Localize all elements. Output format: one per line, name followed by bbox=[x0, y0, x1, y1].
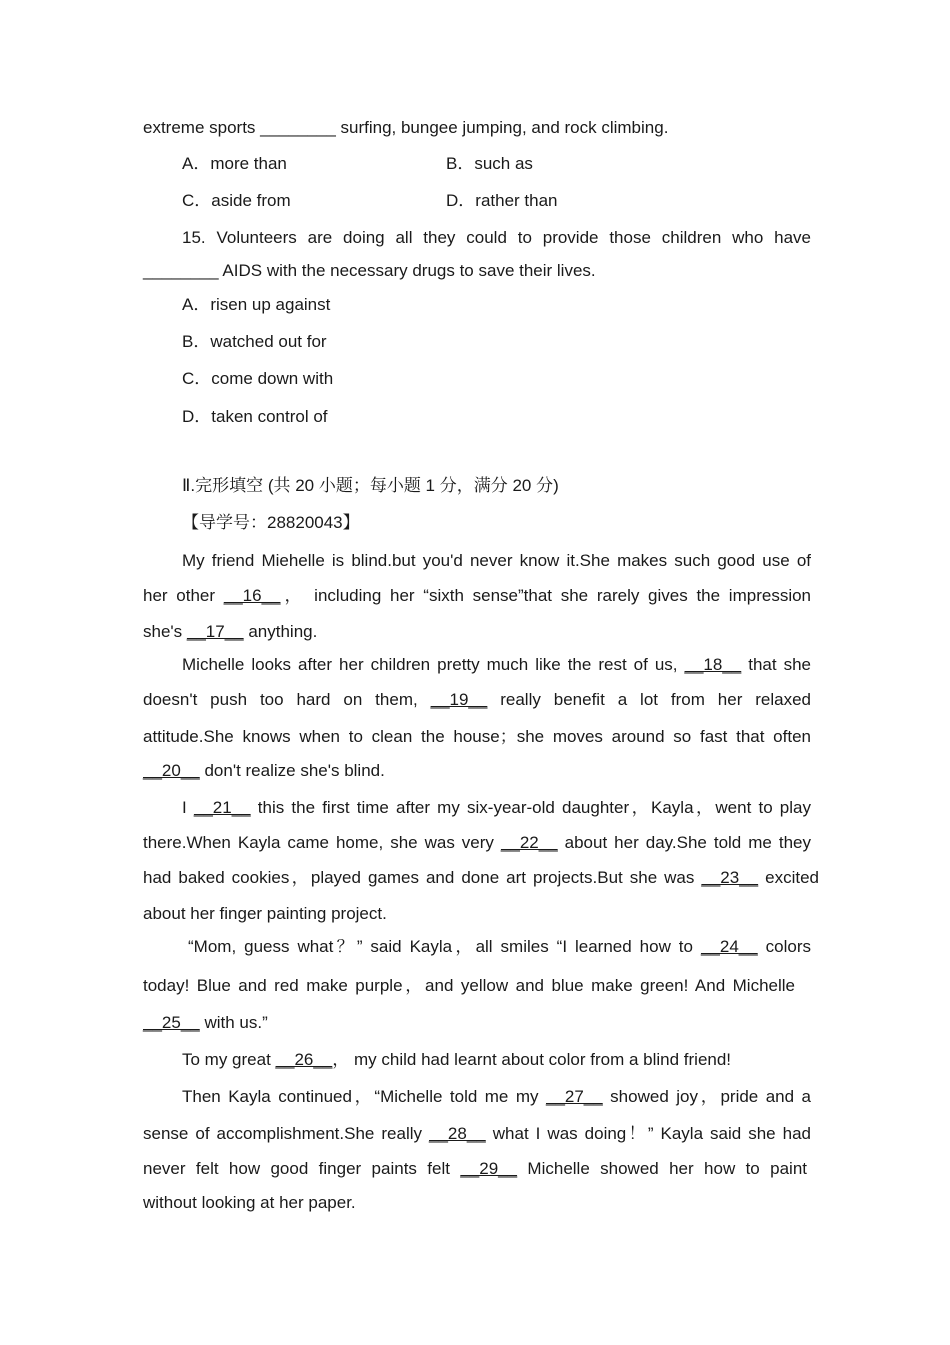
q15-option-a: A．risen up against bbox=[182, 295, 331, 314]
passage-p6-line1: Then Kayla continued，“Michelle told me my __27__ showed joy，pride and a bbox=[182, 1087, 812, 1106]
passage-p1-line2: her other __16__， including her “sixth sense”that she rarely gives the impression bbox=[143, 586, 812, 605]
blank-25: __25__ bbox=[143, 1013, 200, 1032]
blank-17: __17__ bbox=[186, 622, 244, 641]
q14-option-d: D．rather than bbox=[446, 191, 558, 210]
q14-stem-end: extreme sports ________ surfing, bungee jumping, and rock climbing. bbox=[143, 118, 669, 137]
passage-p4-line1: “Mom, guess what？” said Kayla，all smiles “I learned how to __24__ colors bbox=[188, 937, 811, 956]
passage-p4-line3: __25__ with us.” bbox=[143, 1013, 268, 1032]
passage-p2-line4: __20__ don't realize she's blind. bbox=[143, 761, 385, 780]
q15-stem-line2: ________ AIDS with the necessary drugs to save their lives. bbox=[143, 261, 596, 280]
guide-number: 【导学号：28820043】 bbox=[182, 513, 360, 532]
q14-option-b: B．such as bbox=[446, 154, 533, 173]
q14-option-c: C．aside from bbox=[182, 191, 291, 210]
passage-p2-line1: Michelle looks after her children pretty much like the rest of us, __18__ that she bbox=[182, 655, 812, 674]
section-heading: Ⅱ.完形填空 (共 20 小题；每小题 1 分，满分 20 分) bbox=[182, 476, 559, 495]
passage-p3-line2: there.When Kayla came home, she was very __22__ about her day.She told me they bbox=[143, 833, 811, 852]
q15-option-b: B．watched out for bbox=[182, 332, 327, 351]
q15-option-c: C．come down with bbox=[182, 369, 334, 388]
blank-27: __27__ bbox=[545, 1087, 603, 1106]
blank-23: __23__ bbox=[701, 868, 759, 887]
passage-p2-line2: doesn't push too hard on them, __19__ really benefit a lot from her relaxed bbox=[143, 690, 812, 709]
passage-p3-line3: had baked cookies，played games and done art projects.But she was __23__ excited bbox=[143, 868, 819, 887]
passage-p1-line1: My friend Miehelle is blind.but you'd never know it.She makes such good use of bbox=[182, 551, 811, 570]
blank-18: __18__ bbox=[684, 655, 742, 674]
passage-p3-line1: I __21__ this the first time after my six-year-old daughter，Kayla，went to play bbox=[182, 798, 811, 817]
blank-21: __21__ bbox=[193, 798, 251, 817]
blank-24: __24__ bbox=[700, 937, 758, 956]
blank-26: __26__ bbox=[275, 1050, 333, 1069]
passage-p3-line4: about her finger painting project. bbox=[143, 904, 387, 923]
q15-option-d: D．taken control of bbox=[182, 407, 328, 426]
passage-p2-line3: attitude.She knows when to clean the house；she moves around so fast that often bbox=[143, 727, 811, 746]
passage-p5-line1: To my great __26__， my child had learnt about color from a blind friend! bbox=[182, 1050, 732, 1069]
blank-28: __28__ bbox=[429, 1124, 486, 1143]
blank-20: __20__ bbox=[143, 761, 200, 780]
q15-stem-line1: 15. Volunteers are doing all they could to provide those children who have bbox=[182, 228, 811, 247]
blank-19: __19__ bbox=[430, 690, 488, 709]
blank-16: __16__ bbox=[223, 586, 281, 605]
blank-22: __22__ bbox=[500, 833, 558, 852]
blank-29: __29__ bbox=[460, 1159, 518, 1178]
passage-p6-line4: without looking at her paper. bbox=[143, 1193, 356, 1212]
passage-p4-line2: today! Blue and red make purple，and yellow and blue make green! And Michelle bbox=[143, 976, 795, 995]
q14-option-a: A．more than bbox=[182, 154, 287, 173]
passage-p6-line3: never felt how good finger paints felt __29__ Michelle showed her how to paint bbox=[143, 1159, 807, 1178]
passage-p1-line3: she's __17__ anything. bbox=[143, 622, 318, 641]
passage-p6-line2: sense of accomplishment.She really __28__ what I was doing！” Kayla said she had bbox=[143, 1124, 812, 1143]
